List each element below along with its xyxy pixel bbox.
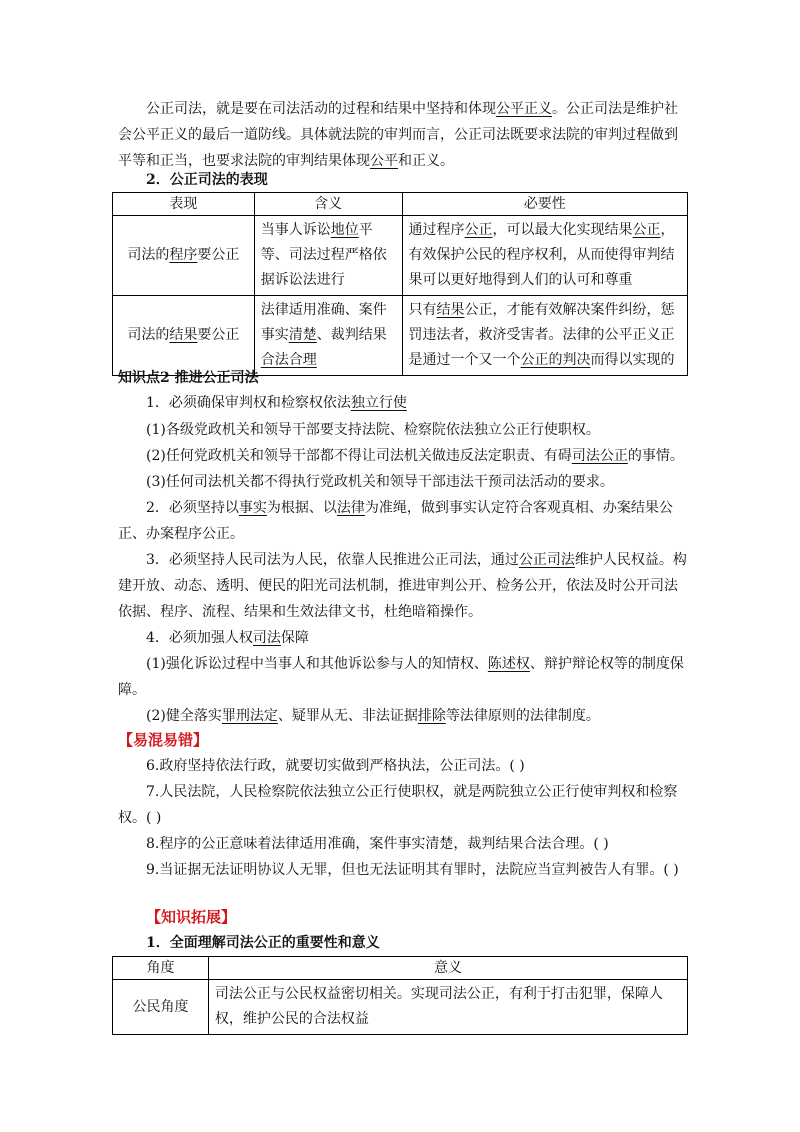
cell-underline: 公正	[632, 222, 661, 238]
cell-text: 而得以实现的	[590, 352, 675, 368]
item-text: 的事情。	[627, 448, 684, 464]
table-cell	[254, 216, 402, 296]
cell-text: ，有效保护公民的程序权利，从而使得审判结果可以更好地得到人们的认可和尊重	[408, 222, 675, 288]
item-text: (2)健全落实	[146, 708, 222, 724]
cell-underline: 结果	[169, 327, 198, 343]
section-title: 2．公正司法的表现	[146, 172, 268, 188]
item-text: 3．必须坚持人民司法为人民，依靠人民推进公正司法，通过	[146, 552, 519, 568]
kp2-sub-2	[118, 443, 698, 469]
table-header: 必要性	[402, 193, 687, 216]
table-cell	[254, 296, 402, 376]
item-text: 、辩护辩论权等的制度保障。	[118, 656, 684, 698]
intro-text: 。公正司法是维护社会公平正义的最后一道防线。具体就法院的审判而言，公正司法既要求法院的审判过程做到平等和正当，也要求法院的审判结果体现	[118, 101, 678, 169]
item-text: 为根据、以	[266, 500, 337, 516]
table-row	[113, 216, 688, 296]
table-header-row	[113, 193, 688, 216]
item-underline: 事实	[238, 500, 267, 516]
item-underline: 排除	[417, 708, 446, 724]
item-underline: 独立行使	[350, 395, 407, 411]
cell-underline: 清楚	[288, 327, 317, 343]
item-text: (1)强化诉讼过程中当事人和其他诉讼参与人的知情权、	[146, 656, 488, 672]
table-row	[113, 980, 688, 1035]
item-underline: 司法公正	[571, 448, 628, 464]
kp2-sub-3: (3)任何司法机关都不得执行党政机关和领导干部违法干预司法活动的要求。	[146, 474, 614, 490]
kp2-item-2	[118, 495, 688, 547]
cell-underline: 公正	[464, 222, 493, 238]
item-underline: 法律	[336, 500, 365, 516]
cell-text: 公正，才能有效解决案件纠纷，惩罚违法者，救济受害者。法律的公平正义正是通过一个又一个	[408, 302, 675, 368]
cell-underline: 地位	[330, 222, 359, 238]
intro-text: 和正义。	[398, 153, 454, 169]
kp2-sub-1: (1)各级党政机关和领导干部要支持法院、检察院依法独立公正行使职权。	[146, 422, 600, 438]
table-header: 角度	[113, 957, 209, 980]
knowledge-point-title: 知识点2 推进公正司法	[118, 370, 259, 386]
cell-text: 法律适用准确、案件事实	[260, 302, 387, 343]
significance-table	[112, 956, 688, 1035]
performance-table	[112, 192, 688, 376]
table-header: 意义	[208, 957, 687, 980]
table-cell: 公民角度	[113, 980, 209, 1035]
cell-text: 司法的	[127, 327, 170, 343]
table-cell	[113, 296, 255, 376]
intro-underline: 公平	[370, 153, 398, 169]
question-8: 8.程序的公正意味着法律适用准确，案件事实清楚，裁判结果合法合理。( )	[146, 836, 609, 852]
kp2-item-3	[118, 547, 688, 625]
cell-text: 平等、司法过程严格依据诉讼法进行	[260, 222, 387, 288]
table-header-row	[113, 957, 688, 980]
table-cell	[402, 296, 687, 376]
intro-paragraph	[118, 96, 688, 174]
item-text: (2)任何党政机关和领导干部都不得让司法机关做违反法定职责、有碍	[146, 448, 572, 464]
kp2-sub-4	[118, 651, 688, 703]
question-7: 7.人民法院，人民检察院依法独立公正行使职权，就是两院独立公正行使审判权和检察权。( )	[118, 784, 678, 826]
expand-subtitle: 1．全面理解司法公正的重要性和意义	[146, 935, 380, 951]
item-text: 4．必须加强人权	[146, 630, 253, 646]
intro-text: 公正司法，就是要在司法活动的过程和结果中坚持和体现	[146, 101, 496, 117]
cell-text: 只有	[408, 302, 437, 318]
cell-text: 要公正	[197, 327, 240, 343]
item-text: 2．必须坚持以	[146, 500, 239, 516]
item-text: 保障	[280, 630, 309, 646]
cell-underline: 程序	[169, 247, 198, 263]
question-9: 9.当证据无法证明协议人无罪，但也无法证明其有罪时，法院应当宣判被告人有罪。( )	[146, 862, 679, 878]
expand-section-title: 【知识拓展】	[146, 908, 237, 926]
cell-underline: 公正的判决	[520, 352, 591, 368]
item-underline: 公正司法	[518, 552, 575, 568]
item-underline: 司法	[252, 630, 281, 646]
cell-text: 要公正	[197, 247, 240, 263]
cell-text: 当事人诉讼	[260, 222, 331, 238]
question-6: 6.政府坚持依法行政，就要切实做到严格执法，公正司法。( )	[146, 758, 525, 774]
item-text: 维护人民权益。构建开放、动态、透明、便民的阳光司法机制，推进审判公开、检务公开，依法及时公开司法依据、程序、流程、结果和生效法律文书，杜绝暗箱操作。	[118, 552, 687, 620]
item-text: 1．必须确保审判权和检察权依法	[146, 395, 351, 411]
item-text: 、疑罪从无、非法证据	[277, 708, 418, 724]
table-cell	[402, 216, 687, 296]
table-row	[113, 296, 688, 376]
cell-text: ，可以最大化实现结果	[492, 222, 633, 238]
table-cell: 司法公正与公民权益密切相关。实现司法公正，有利于打击犯罪，保障人权，维护公民的合法权益	[208, 980, 687, 1035]
table-header: 表现	[113, 193, 255, 216]
item-text: 等法律原则的法律制度。	[445, 708, 600, 724]
confuse-section-title: 【易混易错】	[118, 731, 209, 749]
cell-underline: 结果	[436, 302, 465, 318]
item-text: 为准绳，做到事实认定符合客观真相、办案结果公正、办案程序公正。	[118, 500, 673, 542]
table-header: 含义	[254, 193, 402, 216]
cell-text: 、裁判结果	[316, 327, 387, 343]
item-underline: 陈述权	[487, 656, 530, 672]
cell-text: 通过程序	[408, 222, 465, 238]
kp2-item-1	[118, 390, 688, 416]
intro-underline: 公平正义	[496, 101, 552, 117]
kp2-sub-5	[118, 703, 688, 729]
table-cell	[113, 216, 255, 296]
cell-text: 司法的	[127, 247, 170, 263]
kp2-item-4	[118, 625, 688, 651]
cell-underline: 合法合理	[260, 352, 317, 368]
item-underline: 罪刑法定	[221, 708, 278, 724]
